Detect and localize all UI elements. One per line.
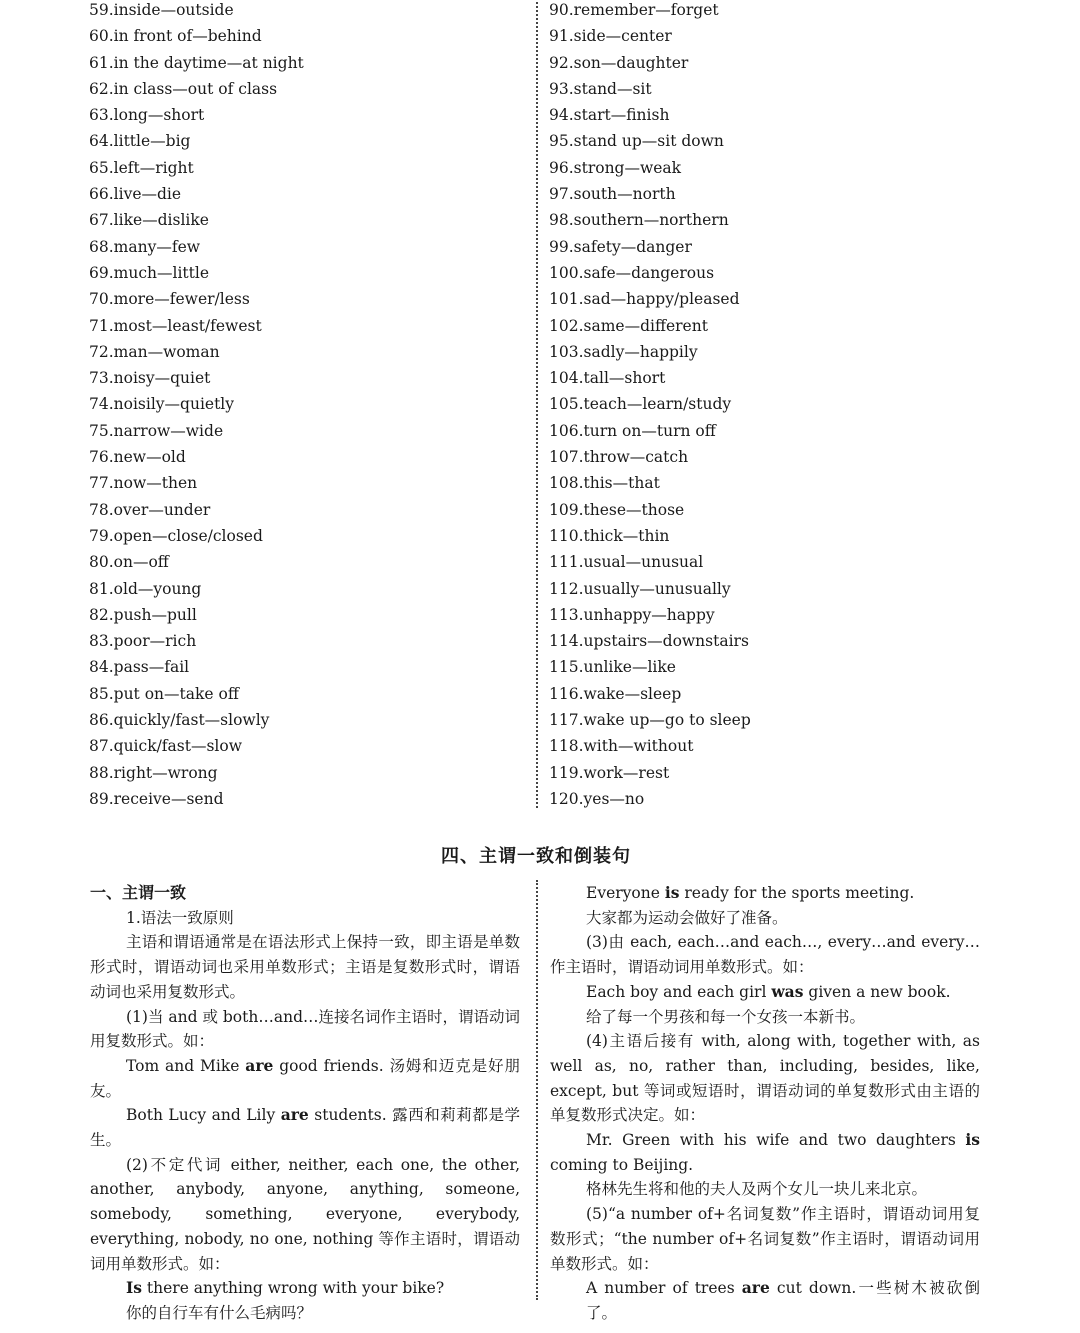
antonym-pair: 81.old—young xyxy=(89,579,202,598)
antonym-pair: 67.like—dislike xyxy=(89,211,209,230)
antonym-pair: 71.most—least/fewest xyxy=(89,316,262,335)
antonym-pair: 91.side—center xyxy=(549,27,672,46)
example-4-translation: 大家都为运动会做好了准备。 xyxy=(586,908,788,927)
antonym-list-right xyxy=(549,0,1009,815)
antonym-pair: 64.little—big xyxy=(89,132,191,151)
column-divider-bottom xyxy=(536,880,538,1300)
example-3: Is there anything wrong with your bike? xyxy=(126,1278,445,1298)
antonym-pair: 104.tall—short xyxy=(549,369,666,388)
antonym-pair: 108.this—that xyxy=(549,474,660,493)
antonym-pair: 61.in the daytime—at night xyxy=(89,53,304,72)
antonym-pair: 99.safety—danger xyxy=(549,237,692,256)
rule-5: (5)“a number of+名词复数”作主语时，谓语动词用复数形式；“the number of+名词复数”作主语时，谓语动词用单数形式。如： xyxy=(550,1205,980,1273)
antonym-pair: 72.man—woman xyxy=(89,342,220,361)
rule-2: (2)不定代词 either, neither, each one, the other, another, anybody, anyone, anything, someone, somebody, something, everyone, everybody, everything, nobody, no one, nothing 等作主语时，谓语动词用单数形式。如： xyxy=(90,1155,520,1273)
antonym-pair: 82.push—pull xyxy=(89,605,197,624)
antonym-pair: 69.much—little xyxy=(89,263,209,282)
antonym-pair: 75.narrow—wide xyxy=(89,421,224,440)
antonym-pair: 80.on—off xyxy=(89,553,169,572)
antonym-list-left xyxy=(89,0,519,815)
antonym-pair: 87.quick/fast—slow xyxy=(89,737,242,756)
antonym-pair: 118.with—without xyxy=(549,737,694,756)
antonym-pair: 101.sad—happy/pleased xyxy=(549,290,740,309)
text-column-right xyxy=(550,881,980,1326)
antonym-pair: 76.new—old xyxy=(89,448,186,467)
antonym-pair: 93.stand—sit xyxy=(549,79,652,98)
antonym-pair: 116.wake—sleep xyxy=(549,684,682,703)
antonym-pair: 92.son—daughter xyxy=(549,53,689,72)
antonym-pair: 113.unhappy—happy xyxy=(549,605,715,624)
antonym-pair: 105.teach—learn/study xyxy=(549,395,732,414)
antonym-pair: 115.unlike—like xyxy=(549,658,676,677)
antonym-pair: 95.stand up—sit down xyxy=(549,132,724,151)
rule-1: (1)当 and 或 both…and…连接名词作主语时，谓语动词用复数形式。如： xyxy=(90,1007,520,1051)
antonym-pair: 84.pass—fail xyxy=(89,658,190,677)
antonym-pair: 60.in front of—behind xyxy=(89,27,262,46)
antonym-pair: 90.remember—forget xyxy=(549,1,719,19)
example-2: Both Lucy and Lily are students. 露西和莉莉都是学生。 xyxy=(90,1105,520,1150)
example-4: Everyone is ready for the sports meeting. xyxy=(586,883,915,902)
antonym-pair: 62.in class—out of class xyxy=(89,79,278,98)
antonym-pair: 79.open—close/closed xyxy=(89,526,263,545)
rule-3: (3)由 each, each…and each…, every…and every…作主语时，谓语动词用单数形式。如： xyxy=(550,933,980,977)
antonym-pair: 97.south—north xyxy=(549,185,676,204)
antonym-pair: 111.usual—unusual xyxy=(549,553,704,572)
antonym-pair: 89.receive—send xyxy=(89,789,224,808)
example-6: Mr. Green with his wife and two daughters is coming to Beijing. xyxy=(550,1130,980,1174)
column-divider-top xyxy=(536,2,538,808)
antonym-pair: 88.right—wrong xyxy=(89,763,218,782)
antonym-pair: 109.these—those xyxy=(549,500,685,519)
example-3-translation: 你的自行车有什么毛病吗？ xyxy=(126,1303,313,1322)
antonym-pair: 100.safe—dangerous xyxy=(549,263,715,282)
antonym-pair: 78.over—under xyxy=(89,500,211,519)
subsection-heading: 一、主谓一致 xyxy=(90,883,187,902)
text-column-left xyxy=(90,881,520,1326)
antonym-pair: 106.turn on—turn off xyxy=(549,421,716,440)
antonym-pair: 96.strong—weak xyxy=(549,158,682,177)
paragraph: 主语和谓语通常是在语法形式上保持一致，即主语是单数形式时，谓语动词也采用单数形式；主语是复数形式时，谓语动词也采用复数形式。 xyxy=(90,933,520,1001)
antonym-pair: 86.quickly/fast—slowly xyxy=(89,711,270,730)
antonym-pair: 73.noisy—quiet xyxy=(89,369,211,388)
antonym-pair: 98.southern—northern xyxy=(549,211,729,230)
antonym-pair: 77.now—then xyxy=(89,474,198,493)
antonym-pair: 70.more—fewer/less xyxy=(89,290,250,309)
antonym-pair: 103.sadly—happily xyxy=(549,342,698,361)
antonym-pair: 110.thick—thin xyxy=(549,526,670,545)
example-1: Tom and Mike are good friends. 汤姆和迈克是好朋友。 xyxy=(90,1055,520,1100)
rule-heading: 1.语法一致原则 xyxy=(126,908,234,927)
section-title: 四、主谓一致和倒装句 xyxy=(441,846,631,867)
antonym-pair: 119.work—rest xyxy=(549,763,670,782)
antonym-pair: 107.throw—catch xyxy=(549,448,689,467)
example-7: A number of trees are cut down.一些树木被砍倒了。 xyxy=(586,1278,980,1322)
antonym-pair: 114.upstairs—downstairs xyxy=(549,632,749,651)
antonym-pair: 117.wake up—go to sleep xyxy=(549,711,751,730)
antonym-pair: 94.start—finish xyxy=(549,106,670,125)
antonym-pair: 102.same—different xyxy=(549,316,708,335)
example-6-translation: 格林先生将和他的夫人及两个女儿一块儿来北京。 xyxy=(586,1180,928,1199)
antonym-pair: 74.noisily—quietly xyxy=(89,395,235,414)
example-5-translation: 给了每一个男孩和每一个女孩一本新书。 xyxy=(586,1007,866,1026)
antonym-pair: 68.many—few xyxy=(89,237,201,256)
antonym-pair: 66.live—die xyxy=(89,185,182,204)
antonym-pair: 85.put on—take off xyxy=(89,684,239,703)
example-5: Each boy and each girl was given a new book. xyxy=(586,981,951,1001)
antonym-pair: 83.poor—rich xyxy=(89,632,197,651)
antonym-pair: 65.left—right xyxy=(89,158,194,177)
antonym-pair: 59.inside—outside xyxy=(89,1,234,19)
antonym-pair: 63.long—short xyxy=(89,106,205,125)
antonym-pair: 120.yes—no xyxy=(549,789,645,808)
rule-4: (4)主语后接有 with, along with, together with, as well as, no, rather than, including, besides, like, except, but 等词或短语时，谓语动词的单复数形式由主语的单复数形式决定。如： xyxy=(550,1032,980,1125)
antonym-pair: 112.usually—unusually xyxy=(549,579,731,598)
